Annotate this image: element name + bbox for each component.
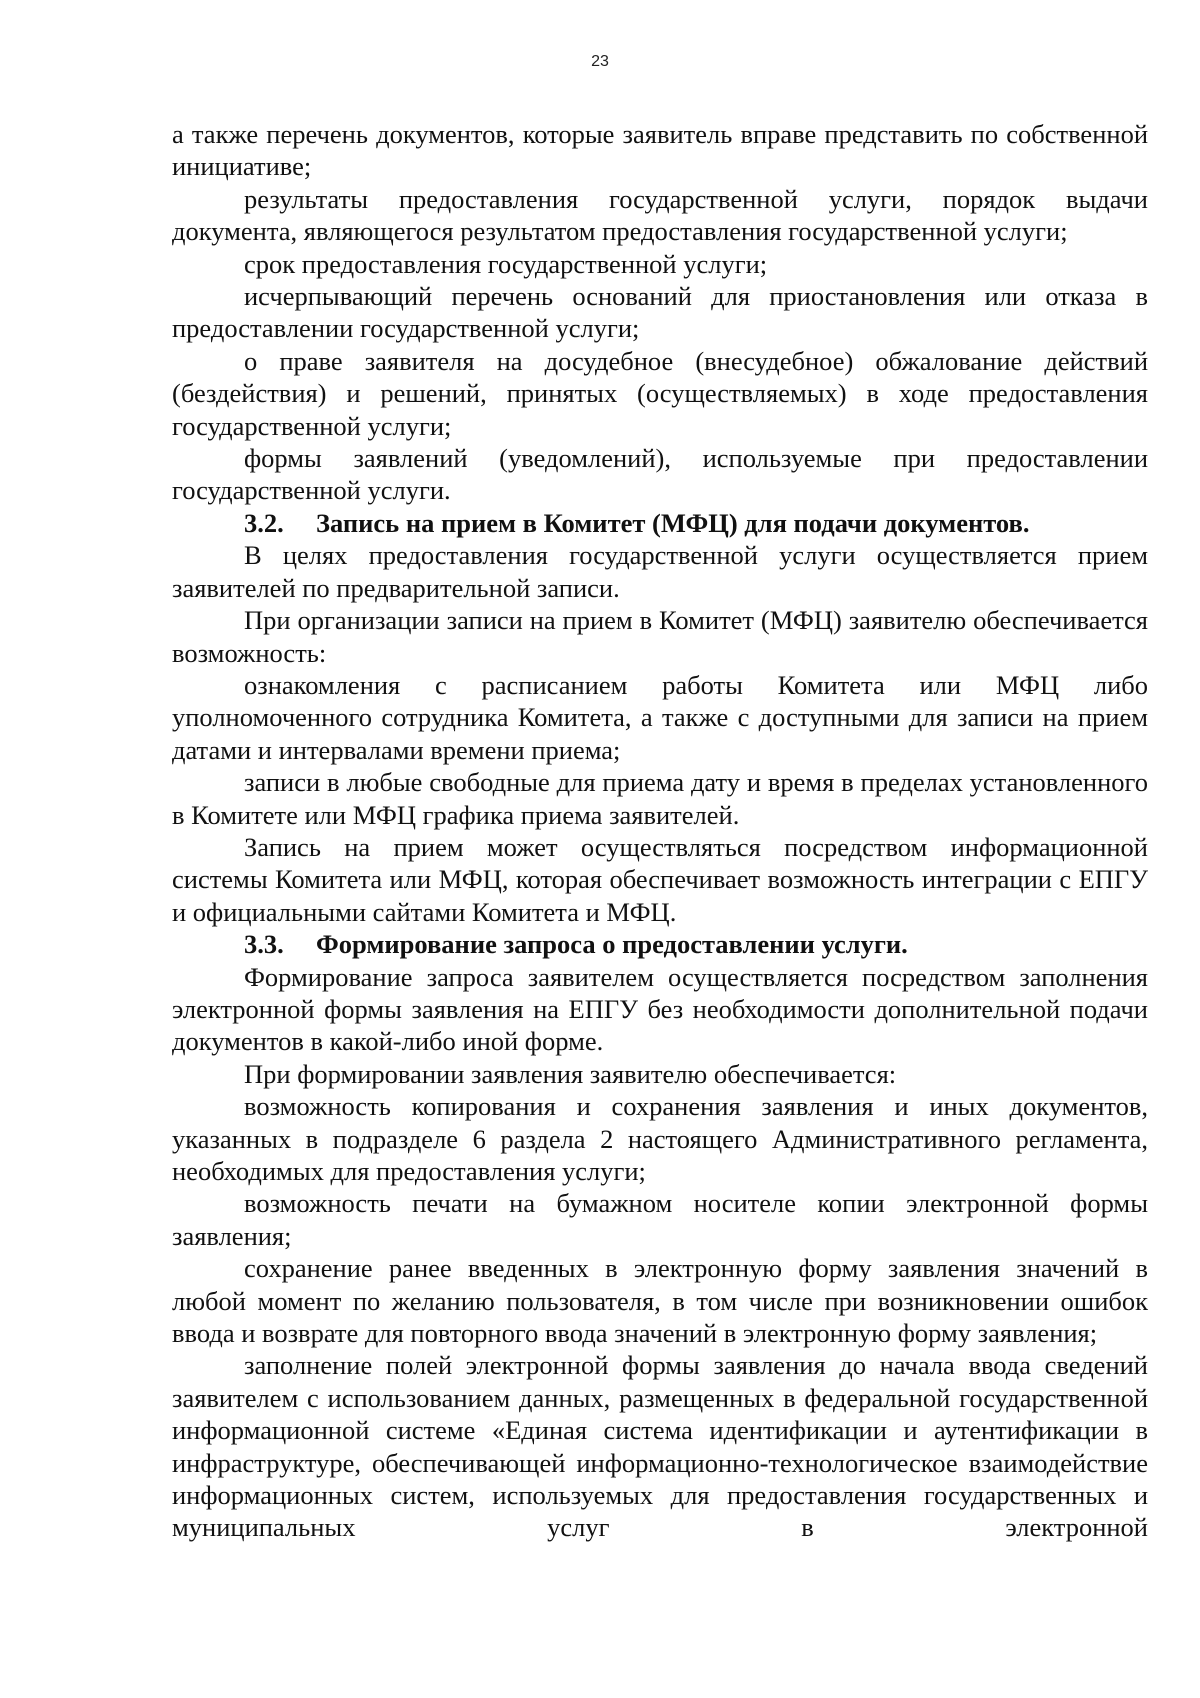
paragraph: формы заявлений (уведомлений), используемые при предоставлении государственной услуги. xyxy=(172,443,1148,506)
section-number: 3.2. xyxy=(244,507,284,538)
paragraph: срок предоставления государственной услуги; xyxy=(244,248,768,279)
paragraph: исчерпывающий перечень оснований для приостановления или отказа в предоставлении государственной услуги; xyxy=(172,281,1148,344)
paragraph: результаты предоставления государственной услуги, порядок выдачи документа, являющегося результатом предоставления государственной услуги; xyxy=(172,183,1148,247)
paragraph: При организации записи на прием в Комитет (МФЦ) заявителю обеспечивается возможность: xyxy=(172,605,1148,668)
paragraph: о праве заявителя на досудебное (внесудебное) обжалование действий (бездействия) и решений, принятых (осуществляемых) в ходе предоставления государственной услуги; xyxy=(172,345,1148,441)
paragraph: Формирование запроса заявителем осуществляется посредством заполнения электронной формы заявления на ЕПГУ без необходимости дополнительной подачи документов в какой-либо иной форме. xyxy=(172,961,1148,1057)
page-number: 23 xyxy=(591,53,609,70)
paragraph: заполнение полей электронной формы заявления до начала ввода сведений заявителем с использованием данных, размещенных в федеральной государственной информационной системе «Единая система идентификации и аутентификации в инфраструктуре, обеспечивающей информационно-технологическое взаимодействие информационных систем, используемых для предоставления государственных и муниципальных услуг в электронной xyxy=(172,1350,1148,1543)
paragraph: записи в любые свободные для приема дату и время в пределах установленного в Комитете или МФЦ графика приема заявителей. xyxy=(172,767,1148,830)
section-number: 3.3. xyxy=(244,929,284,960)
paragraph: ознакомления с расписанием работы Комитета или МФЦ либо уполномоченного сотрудника Комитета, а также с доступными для записи на прием датами и интервалами времени приема; xyxy=(172,669,1148,765)
paragraph: Запись на прием может осуществляться посредством информационной системы Комитета или МФЦ, которая обеспечивает возможность интеграции с ЕПГУ и официальными сайтами Комитета и МФЦ. xyxy=(172,831,1148,927)
section-heading xyxy=(172,507,1148,539)
paragraph: При формировании заявления заявителю обеспечивается: xyxy=(244,1058,897,1089)
document-body xyxy=(172,118,1148,1544)
section-title: Запись на прием в Комитет (МФЦ) для подачи документов. xyxy=(316,507,1030,538)
paragraph: В целях предоставления государственной услуги осуществляется прием заявителей по предварительной записи. xyxy=(172,540,1148,603)
paragraph: а также перечень документов, которые заявитель вправе представить по собственной инициативе; xyxy=(172,119,1148,182)
paragraph: сохранение ранее введенных в электронную форму заявления значений в любой момент по желанию пользователя, в том числе при возникновении ошибок ввода и возврате для повторного ввода значений в электронную форму заявления; xyxy=(172,1253,1148,1349)
section-heading xyxy=(172,928,1148,960)
paragraph: возможность печати на бумажном носителе копии электронной формы заявления; xyxy=(172,1188,1148,1251)
paragraph: возможность копирования и сохранения заявления и иных документов, указанных в подразделе 6 раздела 2 настоящего Административного регламента, необходимых для предоставления услуги; xyxy=(172,1091,1148,1186)
section-title: Формирование запроса о предоставлении услуги. xyxy=(316,929,908,960)
